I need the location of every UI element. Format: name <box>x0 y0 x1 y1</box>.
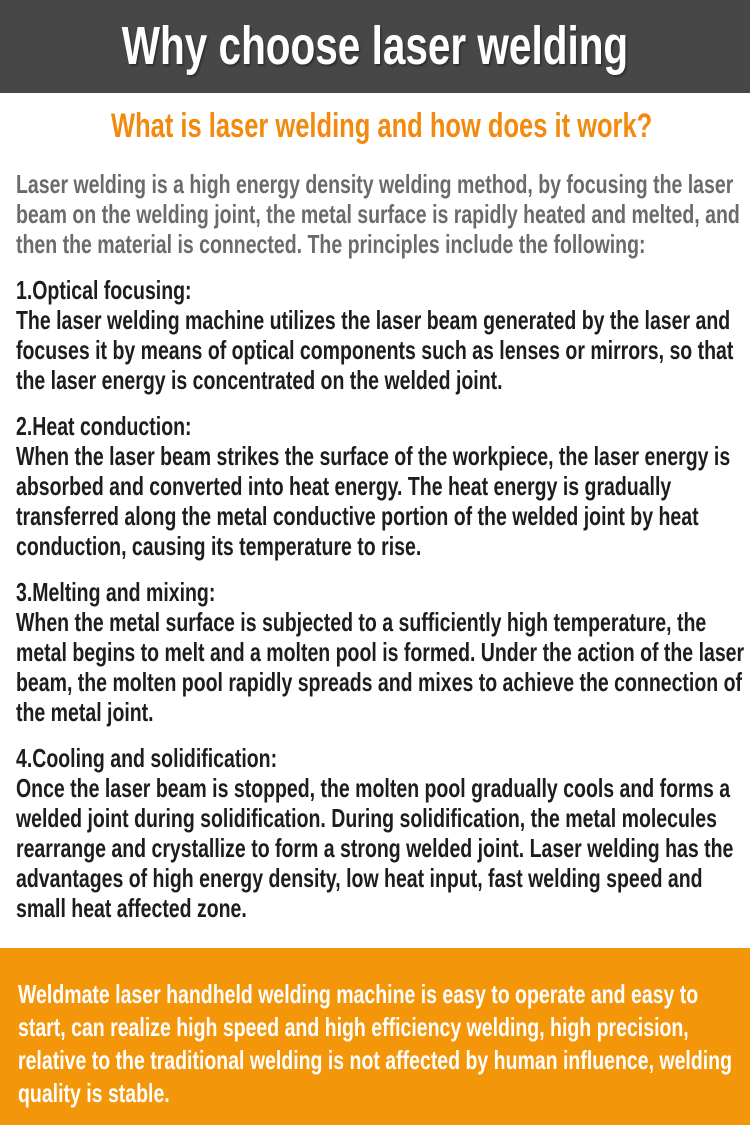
principle-heading: 4.Cooling and solidification: <box>16 743 278 773</box>
principle-body: When the laser beam strikes the surface of the workpiece, the laser energy is absorbed and converted into heat energy. The heat energy is gradually transferred along the metal conductive portion of the welded joint by heat conduction, causing its temperature to rise. <box>16 441 731 561</box>
principle-section-cooling-solidification <box>16 743 747 923</box>
principle-section-heat-conduction <box>16 411 747 561</box>
principle-body: When the metal surface is subjected to a sufficiently high temperature, the metal begins to melt and a molten pool is formed. Under the action of the laser beam, the molten pool rapidly spreads and mixes to achieve the connection of the metal joint. <box>16 607 745 727</box>
footer-text: Weldmate laser handheld welding machine is easy to operate and easy to start, can realize high speed and high efficiency welding, high precision, relative to the traditional welding is not affected by human influence, welding quality is stable. <box>18 979 733 1108</box>
principle-section-optical-focusing <box>16 275 747 395</box>
article-text-wrap <box>16 105 747 923</box>
principle-body: The laser welding machine utilizes the laser beam generated by the laser and focuses it by means of optical components such as lenses or mirrors, so that the laser energy is concentrated on the welded joint. <box>16 305 734 395</box>
article-heading: What is laser welding and how does it work? <box>111 107 653 145</box>
header-text-wrap <box>0 0 750 93</box>
article-body <box>0 93 750 948</box>
page-header <box>0 0 750 93</box>
footer-banner <box>0 948 750 1125</box>
principle-heading: 3.Melting and mixing: <box>16 577 216 607</box>
principle-body: Once the laser beam is stopped, the molten pool gradually cools and forms a welded joint during solidification. During solidification, the metal molecules rearrange and crystallize to form a strong welded joint. Laser welding has the advantages of high energy density, low heat input, fast welding speed and small heat affected zone. <box>16 773 734 923</box>
intro-paragraph: Laser welding is a high energy density welding method, by focusing the laser beam on the welding joint, the metal surface is rapidly heated and melted, and then the material is connected. The principles include the following: <box>16 169 740 259</box>
footer-text-wrap <box>18 978 732 1110</box>
principle-heading: 1.Optical focusing: <box>16 275 192 305</box>
page-title: Why choose laser welding <box>121 16 629 76</box>
principle-heading: 2.Heat conduction: <box>16 411 192 441</box>
principle-section-melting-mixing <box>16 577 747 727</box>
